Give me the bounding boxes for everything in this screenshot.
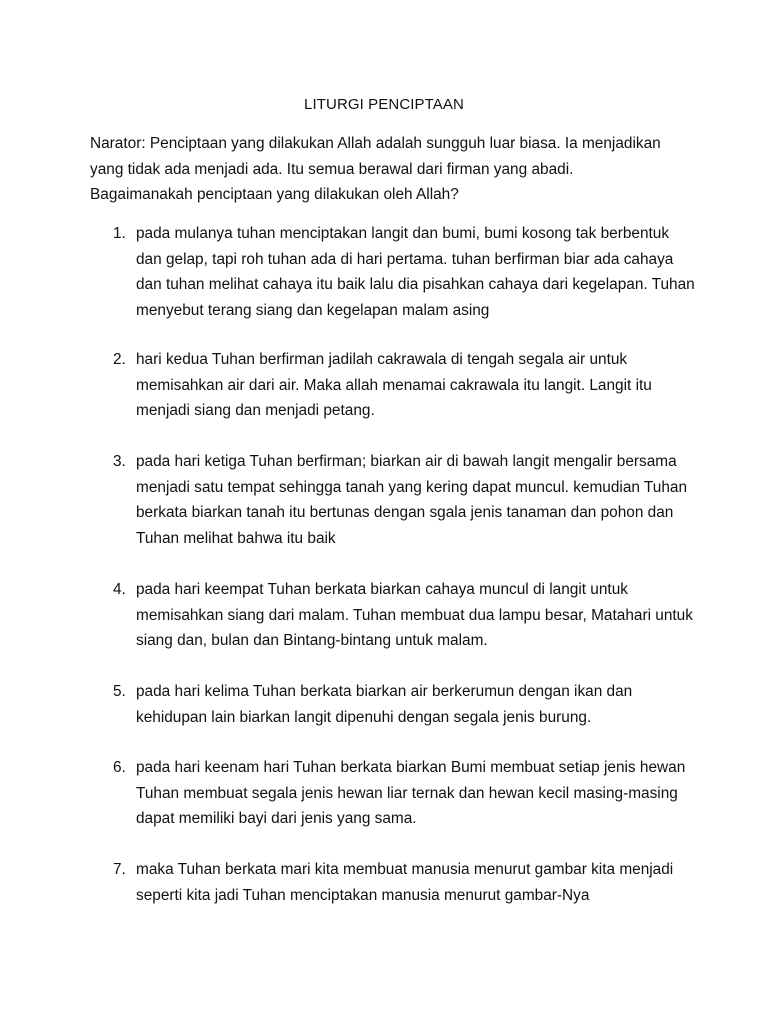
- document-title: LITURGI PENCIPTAAN: [304, 96, 464, 113]
- list-item-text: pada hari keempat Tuhan berkata biarkan cahaya muncul di langit untuk memisahkan siang dari malam. Tuhan membuat dua lampu besar, Matahari untuk siang dan, bulan dan Bintang-bintang untuk malam.: [136, 581, 693, 649]
- list-item-text: pada hari keenam hari Tuhan berkata biarkan Bumi membuat setiap jenis hewan Tuhan membuat segala jenis hewan liar ternak dan hewan kecil masing-masing dapat memiliki bayi dari jenis yang sama.: [136, 759, 686, 827]
- list-item-text: hari kedua Tuhan berfirman jadilah cakrawala di tengah segala air untuk memisahkan air dari air. Maka allah menamai cakrawala itu langit. Langit itu menjadi siang dan menjadi petang.: [136, 351, 652, 419]
- list-item-text: maka Tuhan berkata mari kita membuat manusia menurut gambar kita menjadi seperti kita jadi Tuhan menciptakan manusia menurut gambar-Nya: [136, 861, 674, 904]
- list-number: 7.: [113, 861, 126, 878]
- list-item-text: pada hari ketiga Tuhan berfirman; biarkan air di bawah langit mengalir bersama menjadi satu tempat sehingga tanah yang kering dapat muncul. kemudian Tuhan berkata biarkan tanah itu bertunas dengan sgala jenis tanaman dan pohon dan Tuhan melihat bahwa itu baik: [136, 453, 688, 547]
- list-item-text: pada mulanya tuhan menciptakan langit dan bumi, bumi kosong tak berbentuk dan gelap, tapi roh tuhan ada di hari pertama. tuhan berfirman biar ada cahaya dan tuhan melihat cahaya itu baik lalu dia pisahkan cahaya dari kegelapan. Tuhan menyebut terang siang dan kegelapan malam asing: [136, 225, 695, 319]
- list-number: 2.: [113, 351, 126, 368]
- list-number: 6.: [113, 759, 126, 776]
- narrator-intro: Narator: Penciptaan yang dilakukan Allah adalah sungguh luar biasa. Ia menjadikan yang tidak ada menjadi ada. Itu semua berawal dari firman yang abadi. Bagaimanakah penciptaan yang dilakukan oleh Allah?: [90, 135, 661, 203]
- list-number: 3.: [113, 453, 126, 470]
- list-item-text: pada hari kelima Tuhan berkata biarkan air berkerumun dengan ikan dan kehidupan lain biarkan langit dipenuhi dengan segala jenis burung.: [136, 683, 633, 726]
- list-number: 4.: [113, 581, 126, 598]
- list-number: 5.: [113, 683, 126, 700]
- list-number: 1.: [113, 225, 126, 242]
